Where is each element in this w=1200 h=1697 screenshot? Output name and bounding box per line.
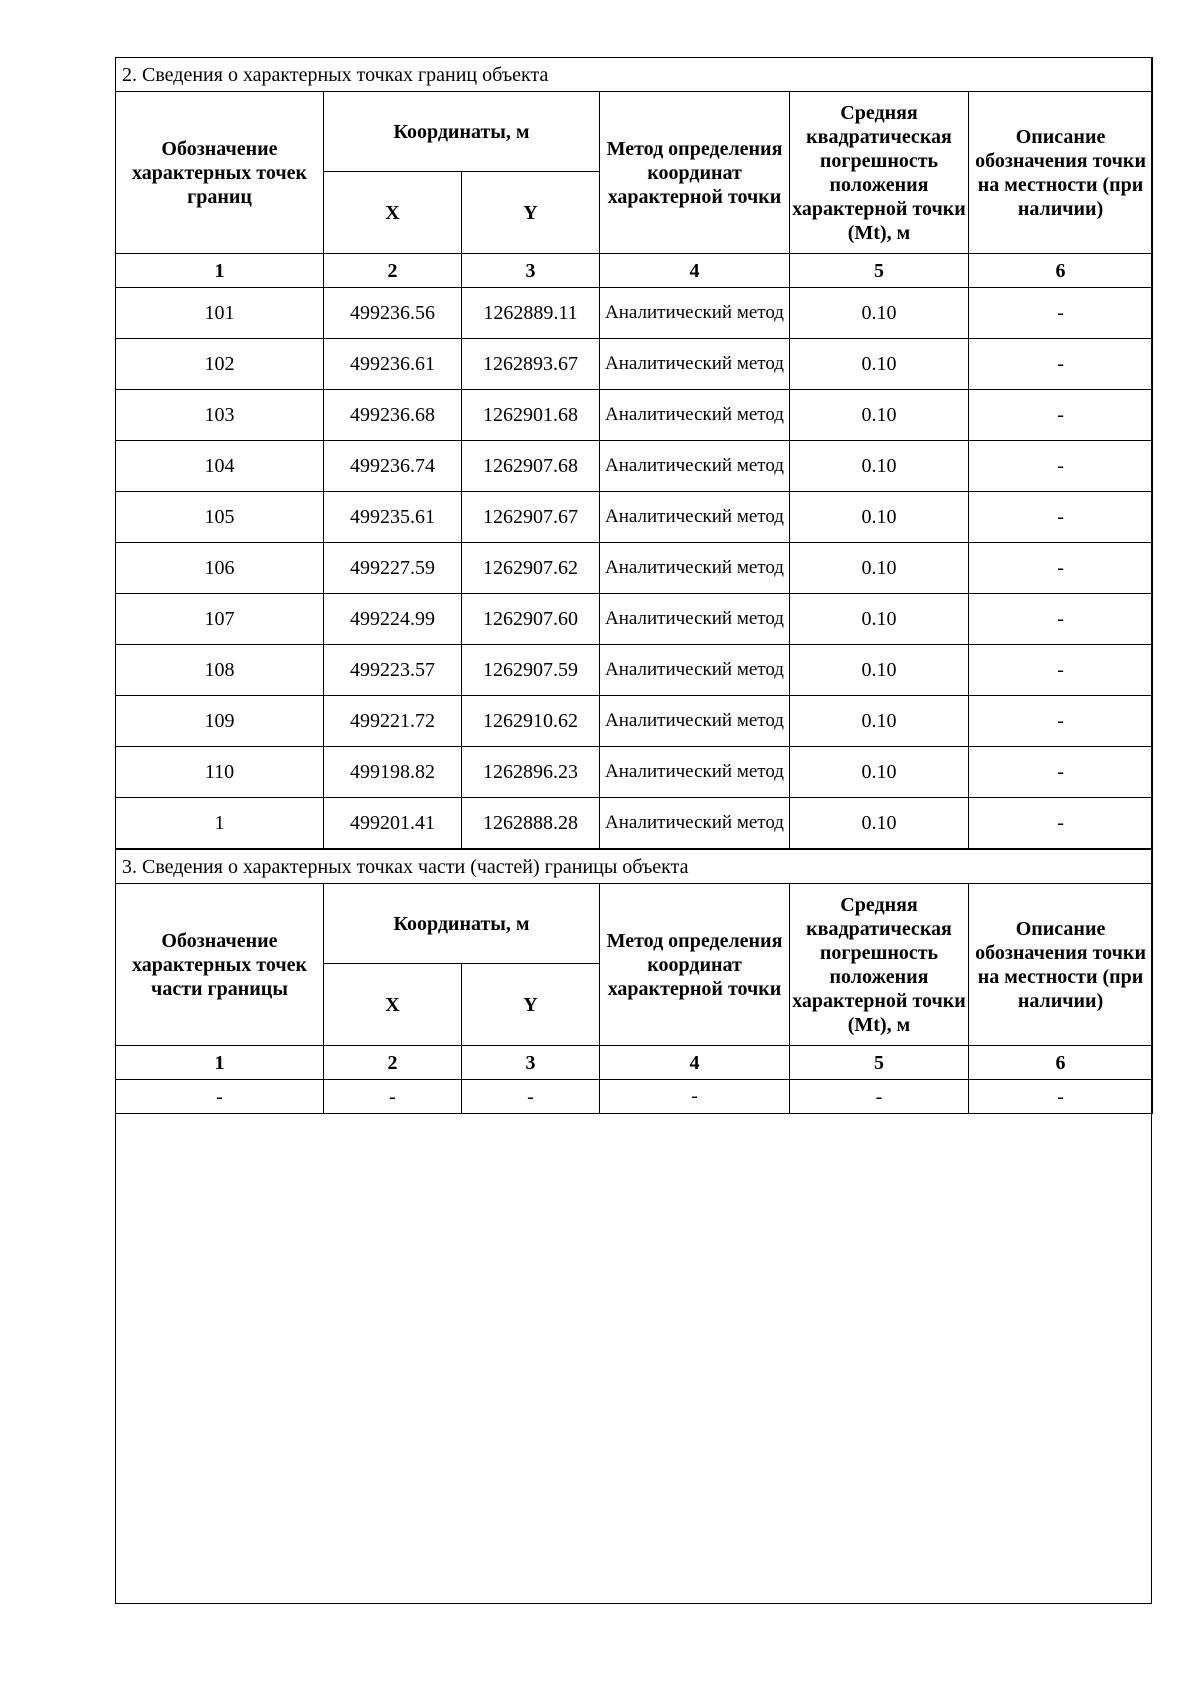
column-numbers-row [116,1046,1153,1080]
description-cell: - [969,390,1153,441]
column-number: 3 [462,1046,600,1080]
section-3-caption: 3. Сведения о характерных точках части (частей) границы объекта [116,850,1153,884]
method-cell: Аналитический метод [600,594,790,645]
method-cell: Аналитический метод [600,492,790,543]
point-id-cell: 104 [116,441,324,492]
x-coordinate-cell: - [324,1080,462,1114]
column-number: 6 [969,254,1153,288]
x-coordinate-cell: 499235.61 [324,492,462,543]
mt-cell: 0.10 [790,594,969,645]
description-cell: - [969,747,1153,798]
table-row [116,390,1153,441]
table-row [116,798,1153,849]
method-cell: Аналитический метод [600,441,790,492]
x-coordinate-cell: 499236.68 [324,390,462,441]
description-cell: - [969,798,1153,849]
point-id-cell: 103 [116,390,324,441]
method-cell: - [600,1080,790,1114]
point-id-cell: 105 [116,492,324,543]
header-error: Средняя квадратическая погрешность положения характерной точки (Mt), м [790,884,969,1046]
point-id-cell: 109 [116,696,324,747]
description-cell: - [969,1080,1153,1114]
header-error: Средняя квадратическая погрешность положения характерной точки (Mt), м [790,92,969,254]
point-id-cell: 110 [116,747,324,798]
header-designation: Обозначение характерных точек границ [116,92,324,254]
point-id-cell: 101 [116,288,324,339]
x-coordinate-cell: 499221.72 [324,696,462,747]
method-cell: Аналитический метод [600,645,790,696]
point-id-cell: - [116,1080,324,1114]
header-description: Описание обозначения точки на местности (при наличии) [969,884,1153,1046]
table-row [116,747,1153,798]
y-coordinate-cell: 1262910.62 [462,696,600,747]
header-description: Описание обозначения точки на местности (при наличии) [969,92,1153,254]
mt-cell: 0.10 [790,645,969,696]
method-cell: Аналитический метод [600,390,790,441]
y-coordinate-cell: 1262893.67 [462,339,600,390]
x-coordinate-cell: 499198.82 [324,747,462,798]
column-numbers-row [116,254,1153,288]
x-coordinate-cell: 499236.74 [324,441,462,492]
mt-cell: 0.10 [790,543,969,594]
description-cell: - [969,339,1153,390]
y-coordinate-cell: 1262907.60 [462,594,600,645]
x-coordinate-cell: 499224.99 [324,594,462,645]
table-row [116,441,1153,492]
table-row [116,339,1153,390]
x-coordinate-cell: 499236.56 [324,288,462,339]
y-coordinate-cell: 1262907.67 [462,492,600,543]
mt-cell: 0.10 [790,339,969,390]
column-number: 6 [969,1046,1153,1080]
column-number: 4 [600,254,790,288]
column-number: 1 [116,1046,324,1080]
x-coordinate-cell: 499236.61 [324,339,462,390]
header-method: Метод определения координат характерной точки [600,92,790,254]
y-coordinate-cell: - [462,1080,600,1114]
point-id-cell: 102 [116,339,324,390]
y-coordinate-cell: 1262907.62 [462,543,600,594]
table-row [116,288,1153,339]
method-cell: Аналитический метод [600,798,790,849]
header-x: X [324,964,462,1046]
point-id-cell: 1 [116,798,324,849]
boundary-points-table [115,57,1153,849]
table-row [116,696,1153,747]
column-number: 4 [600,1046,790,1080]
header-y: Y [462,172,600,254]
x-coordinate-cell: 499227.59 [324,543,462,594]
mt-cell: 0.10 [790,747,969,798]
table-row [116,492,1153,543]
column-number: 2 [324,1046,462,1080]
table-row [116,594,1153,645]
table-row [116,645,1153,696]
description-cell: - [969,543,1153,594]
description-cell: - [969,441,1153,492]
mt-cell: 0.10 [790,441,969,492]
description-cell: - [969,696,1153,747]
x-coordinate-cell: 499223.57 [324,645,462,696]
section-2-caption: 2. Сведения о характерных точках границ объекта [116,58,1153,92]
y-coordinate-cell: 1262888.28 [462,798,600,849]
description-cell: - [969,288,1153,339]
method-cell: Аналитический метод [600,747,790,798]
header-designation: Обозначение характерных точек части границы [116,884,324,1046]
x-coordinate-cell: 499201.41 [324,798,462,849]
table-row [116,543,1153,594]
mt-cell: 0.10 [790,696,969,747]
mt-cell: 0.10 [790,288,969,339]
mt-cell: 0.10 [790,798,969,849]
column-number: 1 [116,254,324,288]
table-row [116,1080,1153,1114]
method-cell: Аналитический метод [600,696,790,747]
mt-cell: 0.10 [790,390,969,441]
y-coordinate-cell: 1262901.68 [462,390,600,441]
description-cell: - [969,645,1153,696]
method-cell: Аналитический метод [600,288,790,339]
header-coordinates: Координаты, м [324,92,600,172]
column-number: 5 [790,254,969,288]
mt-cell: 0.10 [790,492,969,543]
y-coordinate-cell: 1262907.59 [462,645,600,696]
point-id-cell: 107 [116,594,324,645]
header-y: Y [462,964,600,1046]
header-method: Метод определения координат характерной точки [600,884,790,1046]
method-cell: Аналитический метод [600,339,790,390]
column-number: 2 [324,254,462,288]
description-cell: - [969,594,1153,645]
part-boundary-points-table [115,849,1153,1114]
method-cell: Аналитический метод [600,543,790,594]
point-id-cell: 106 [116,543,324,594]
column-number: 3 [462,254,600,288]
point-id-cell: 108 [116,645,324,696]
y-coordinate-cell: 1262889.11 [462,288,600,339]
y-coordinate-cell: 1262907.68 [462,441,600,492]
description-cell: - [969,492,1153,543]
mt-cell: - [790,1080,969,1114]
header-coordinates: Координаты, м [324,884,600,964]
header-x: X [324,172,462,254]
y-coordinate-cell: 1262896.23 [462,747,600,798]
column-number: 5 [790,1046,969,1080]
